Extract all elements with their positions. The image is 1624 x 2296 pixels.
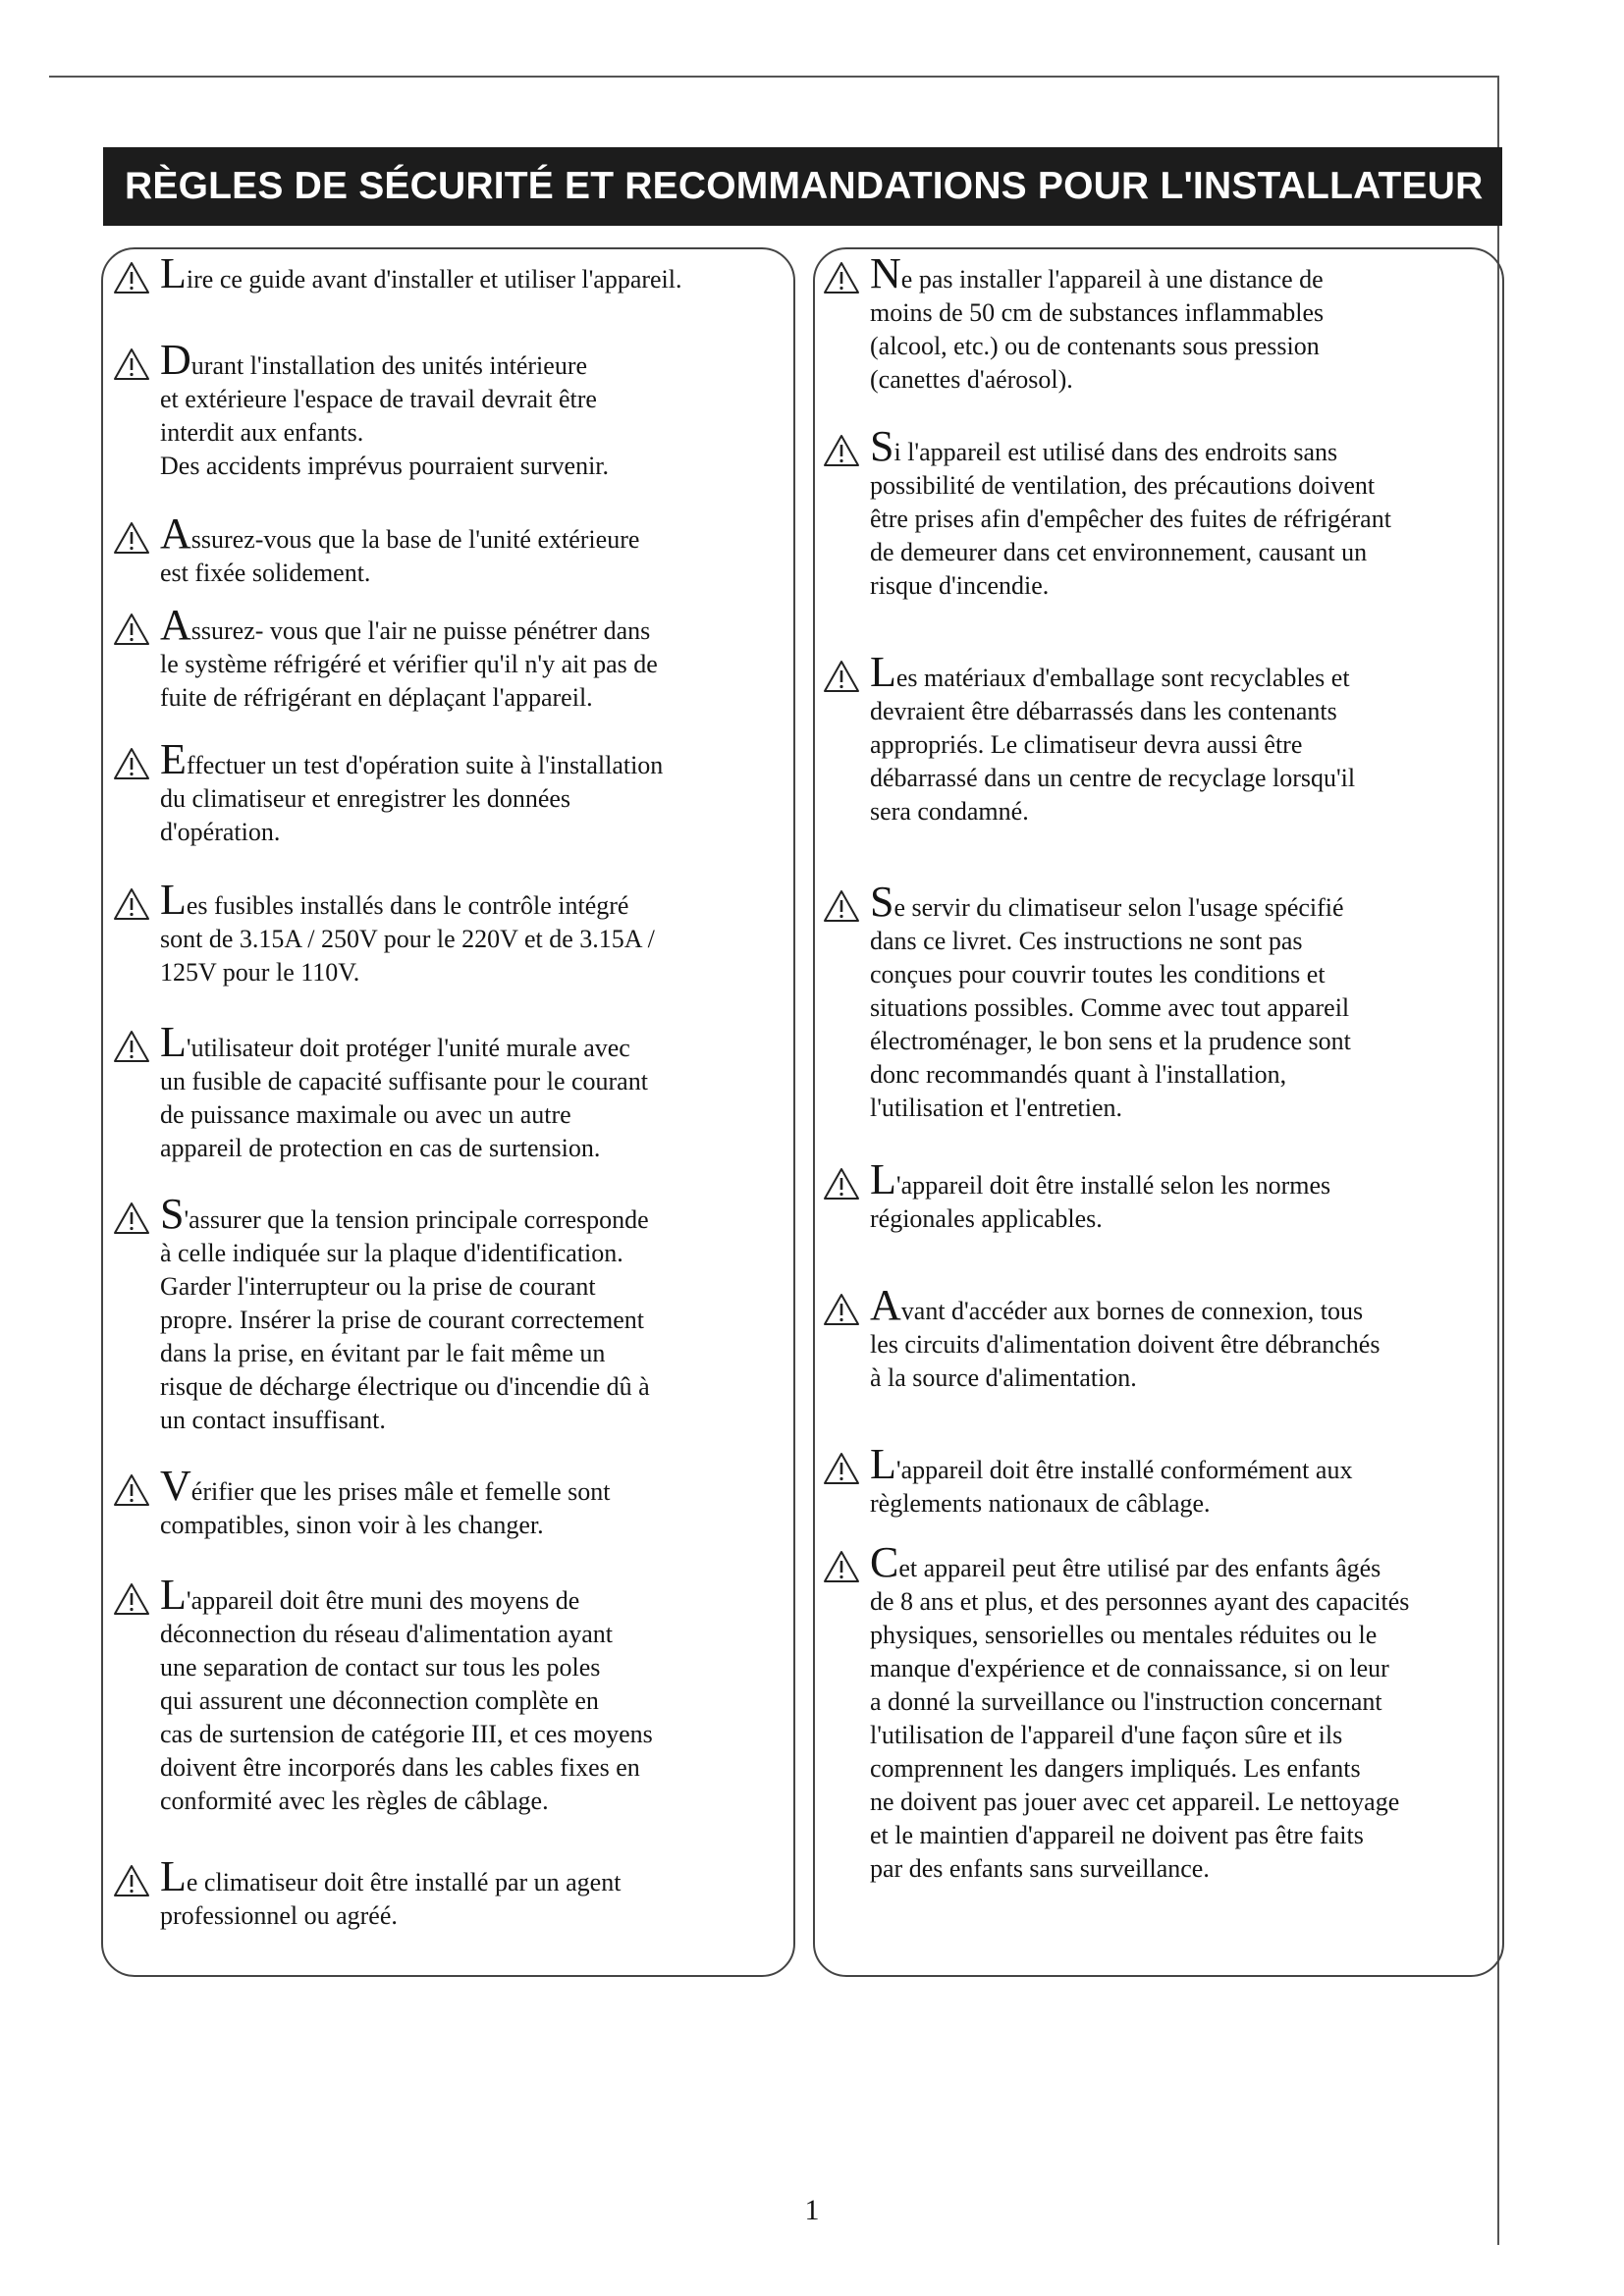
safety-rule-initial: L bbox=[160, 1571, 187, 1619]
safety-rule-initial: L bbox=[160, 249, 187, 297]
safety-rule-body: urant l'installation des unités intérieure et extérieure l'espace de travail devrait être interdit aux enfants. Des accidents imprévus pourraient survenir. bbox=[160, 351, 610, 480]
safety-rule-initial: A bbox=[870, 1281, 901, 1329]
safety-rule-body: ire ce guide avant d'installer et utiliser l'appareil. bbox=[186, 265, 682, 294]
top-rule bbox=[49, 76, 1498, 78]
safety-rule-item bbox=[823, 878, 1500, 1125]
warning-triangle-icon bbox=[113, 1473, 150, 1507]
safety-rule-item bbox=[113, 1571, 795, 1818]
warning-triangle-icon bbox=[823, 1452, 860, 1485]
safety-rule-initial: L bbox=[870, 1155, 896, 1203]
safety-rule-text bbox=[113, 249, 795, 297]
safety-rule-initial: D bbox=[160, 336, 191, 384]
safety-rule-text bbox=[113, 336, 795, 483]
warning-triangle-icon bbox=[113, 347, 150, 381]
safety-rule-item bbox=[823, 648, 1500, 828]
safety-rule-item bbox=[823, 249, 1500, 397]
safety-rule-text bbox=[823, 249, 1500, 397]
warning-triangle-icon bbox=[823, 1550, 860, 1583]
safety-rule-item bbox=[823, 1538, 1500, 1886]
safety-rule-text bbox=[823, 422, 1500, 603]
safety-rule-item bbox=[823, 1155, 1500, 1236]
safety-rule-item bbox=[113, 735, 795, 849]
safety-rule-text bbox=[113, 1571, 795, 1818]
safety-rule-body: e climatiseur doit être installé par un agent professionnel ou agréé. bbox=[160, 1868, 622, 1930]
safety-rule-text bbox=[113, 876, 795, 989]
warning-triangle-icon bbox=[113, 1030, 150, 1063]
safety-rule-body: 'appareil doit être installé selon les normes régionales applicables. bbox=[870, 1171, 1331, 1233]
safety-rule-body: e pas installer l'appareil à une distance de moins de 50 cm de substances inflammables (alcool, etc.) ou de contenants sous pression (canettes d'aérosol). bbox=[870, 265, 1325, 394]
safety-rule-text bbox=[113, 509, 795, 590]
warning-triangle-icon bbox=[823, 1167, 860, 1201]
safety-rule-item bbox=[823, 1440, 1500, 1521]
safety-rule-initial: L bbox=[870, 1440, 896, 1488]
warning-triangle-icon bbox=[823, 1293, 860, 1326]
safety-rule-text bbox=[113, 1852, 795, 1933]
safety-rule-initial: L bbox=[160, 876, 187, 924]
safety-rule-item bbox=[113, 509, 795, 590]
safety-rule-item bbox=[113, 1462, 795, 1542]
safety-rule-body: es fusibles installés dans le contrôle intégré sont de 3.15A / 250V pour le 220V et de 3.15A / 125V pour le 110V. bbox=[160, 891, 655, 987]
safety-rule-text bbox=[823, 1281, 1500, 1395]
warning-triangle-icon bbox=[823, 434, 860, 467]
warning-triangle-icon bbox=[113, 261, 150, 294]
warning-triangle-icon bbox=[113, 521, 150, 555]
safety-rule-body: ssurez- vous que l'air ne puisse pénétrer dans le système réfrigéré et vérifier qu'il n'y ait pas de fuite de réfrigérant en déplaçant l'appareil. bbox=[160, 616, 658, 712]
warning-triangle-icon bbox=[823, 660, 860, 693]
safety-rule-text bbox=[823, 1440, 1500, 1521]
safety-rule-text bbox=[823, 878, 1500, 1125]
safety-rule-body: érifier que les prises mâle et femelle sont compatibles, sinon voir à les changer. bbox=[160, 1477, 611, 1539]
safety-rule-initial: L bbox=[160, 1852, 187, 1900]
safety-rule-text bbox=[113, 1190, 795, 1437]
safety-rule-initial: S bbox=[870, 422, 894, 470]
warning-triangle-icon bbox=[113, 747, 150, 780]
safety-rule-initial: L bbox=[160, 1018, 187, 1066]
safety-rule-body: 'utilisateur doit protéger l'unité murale avec un fusible de capacité suffisante pour le courant de puissance maximale ou avec un autre appareil de protection en cas de surtension. bbox=[160, 1034, 648, 1162]
safety-rule-text bbox=[113, 1018, 795, 1165]
safety-rule-initial: V bbox=[160, 1462, 191, 1510]
safety-rule-body: et appareil peut être utilisé par des enfants âgés de 8 ans et plus, et des personnes ayant des capacités physiques, sensorielles ou mentales réduites ou le manque d'expérience et de connaissance, si on leur a donné la surveillance ou l'instruction concernant l'utilisation de l'appareil d'une façon sûre et ils comprennent les dangers impliqués. Les enfants ne doivent pas jouer avec cet appareil. Le nettoyage et le maintien d'appareil ne doivent pas être faits par des enfants sans surveillance. bbox=[870, 1554, 1410, 1883]
safety-rule-item bbox=[113, 601, 795, 715]
warning-triangle-icon bbox=[823, 889, 860, 923]
warning-triangle-icon bbox=[113, 1582, 150, 1616]
warning-triangle-icon bbox=[823, 261, 860, 294]
safety-rule-text bbox=[113, 601, 795, 715]
safety-rule-text bbox=[113, 1462, 795, 1542]
safety-rule-initial: E bbox=[160, 735, 187, 783]
warning-triangle-icon bbox=[113, 1864, 150, 1897]
safety-rule-text bbox=[823, 648, 1500, 828]
safety-rule-item bbox=[823, 1281, 1500, 1395]
page-title: RÈGLES DE SÉCURITÉ ET RECOMMANDATIONS POUR L'INSTALLATEUR bbox=[103, 147, 1502, 226]
warning-triangle-icon bbox=[113, 613, 150, 646]
safety-rule-initial: A bbox=[160, 509, 191, 558]
safety-rule-text bbox=[113, 735, 795, 849]
safety-rule-initial: S bbox=[160, 1190, 185, 1238]
safety-rule-body: 'assurer que la tension principale corresponde à celle indiquée sur la plaque d'identification. Garder l'interrupteur ou la prise de courant propre. Insérer la prise de courant correctement dans la prise, en évitant par le fait même un risque de décharge électrique ou d'incendie dû à un contact insuffisant. bbox=[160, 1205, 650, 1434]
safety-rule-body: e servir du climatiseur selon l'usage spécifié dans ce livret. Ces instructions ne sont pas conçues pour couvrir toutes les conditions et situations possibles. Comme avec tout appareil électroménager, le bon sens et la prudence sont donc recommandés quant à l'installation, l'utilisation et l'entretien. bbox=[870, 893, 1351, 1122]
safety-rule-initial: N bbox=[870, 249, 901, 297]
safety-rule-initial: C bbox=[870, 1538, 899, 1586]
safety-rule-body: vant d'accéder aux bornes de connexion, tous les circuits d'alimentation doivent être débranchés à la source d'alimentation. bbox=[870, 1297, 1380, 1392]
safety-rule-item bbox=[113, 1018, 795, 1165]
safety-rule-item bbox=[823, 422, 1500, 603]
safety-rule-initial: L bbox=[870, 648, 896, 696]
page-number: 1 bbox=[804, 2194, 820, 2226]
safety-rule-body: ssurez-vous que la base de l'unité extérieure est fixée solidement. bbox=[160, 525, 640, 587]
safety-rule-item bbox=[113, 876, 795, 989]
safety-rule-text bbox=[823, 1155, 1500, 1236]
warning-triangle-icon bbox=[113, 887, 150, 921]
safety-rule-initial: S bbox=[870, 878, 894, 926]
warning-triangle-icon bbox=[113, 1201, 150, 1235]
safety-rule-body: 'appareil doit être installé conformément aux règlements nationaux de câblage. bbox=[870, 1456, 1353, 1518]
safety-rule-item bbox=[113, 1190, 795, 1437]
safety-rule-body: i l'appareil est utilisé dans des endroits sans possibilité de ventilation, des précautions doivent être prises afin d'empêcher des fuites de réfrigérant de demeurer dans cet environnement, causant un risque d'incendie. bbox=[870, 438, 1391, 600]
safety-rule-body: 'appareil doit être muni des moyens de déconnection du réseau d'alimentation ayant une separation de contact sur tous les poles qui assurent une déconnection complète en cas de surtension de catégorie III, et ces moyens doivent être incorporés dans les cables fixes en conformité avec les règles de câblage. bbox=[160, 1586, 653, 1815]
safety-rule-body: es matériaux d'emballage sont recyclables et devraient être débarrassés dans les contenants appropriés. Le climatiseur devra aussi être débarrassé dans un centre de recyclage lorsqu'il sera condamné. bbox=[870, 664, 1356, 826]
safety-rule-body: ffectuer un test d'opération suite à l'installation du climatiseur et enregistrer les données d'opération. bbox=[160, 751, 664, 846]
safety-rule-item bbox=[113, 1852, 795, 1933]
safety-rule-initial: A bbox=[160, 601, 191, 649]
safety-rule-item bbox=[113, 336, 795, 483]
safety-rule-item bbox=[113, 249, 795, 297]
safety-rule-text bbox=[823, 1538, 1500, 1886]
